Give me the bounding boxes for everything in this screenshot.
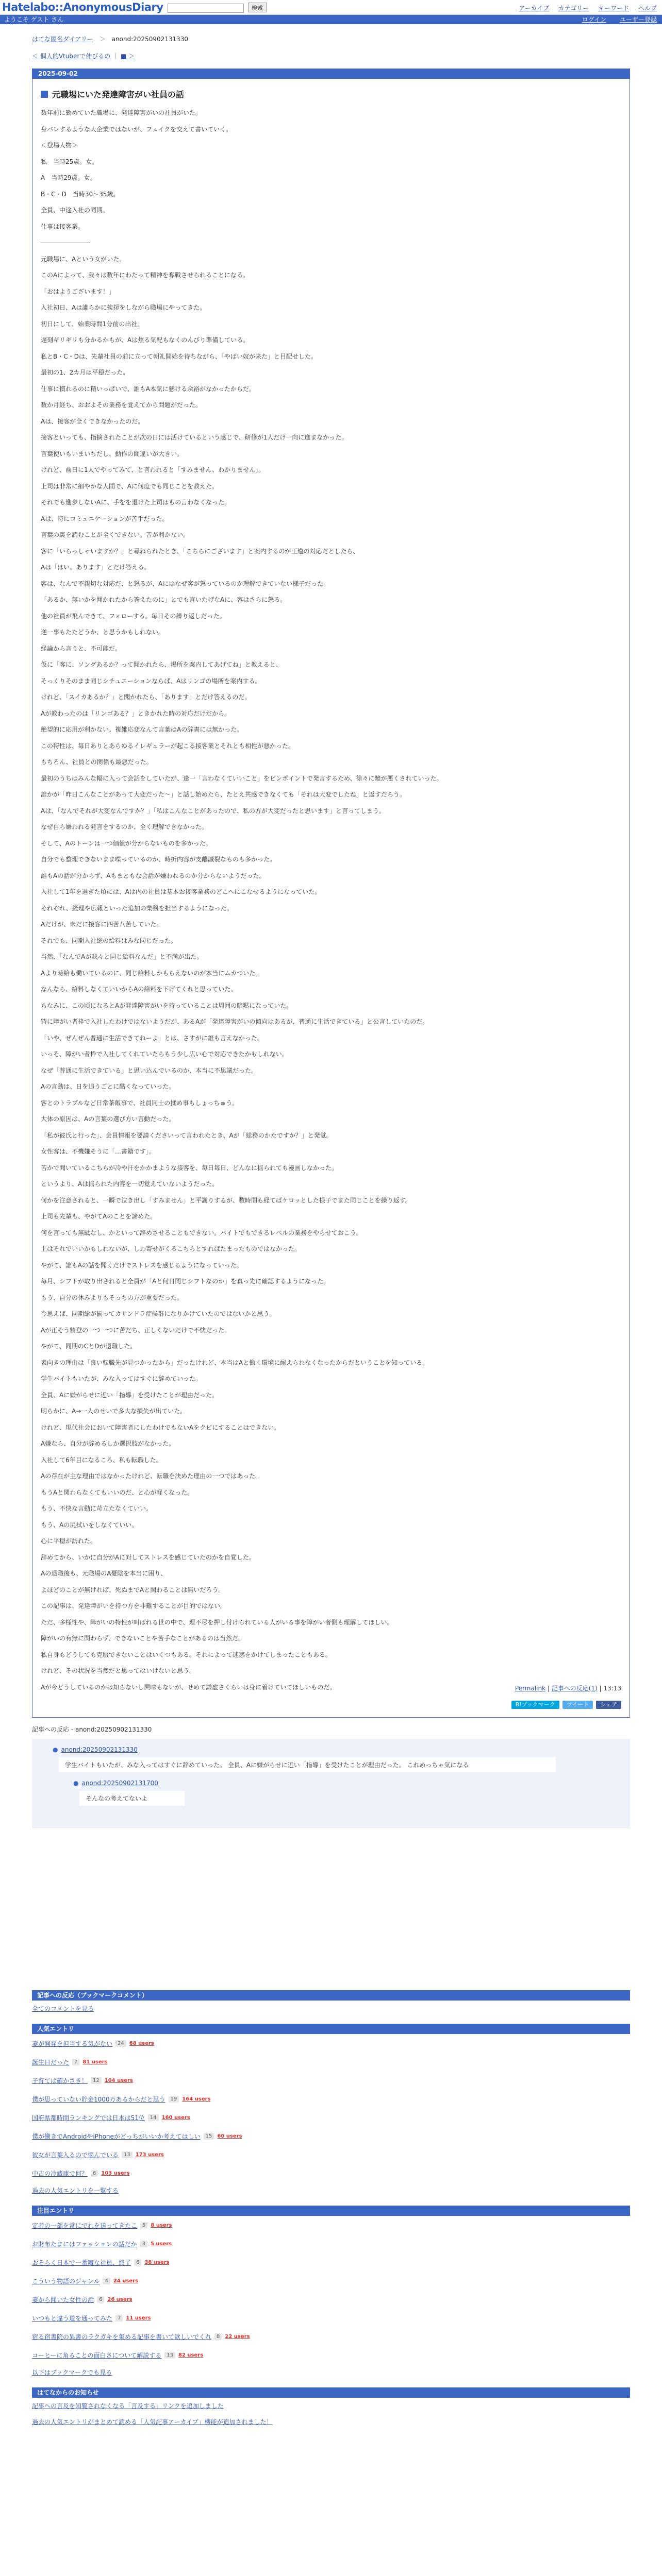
all-comments-link[interactable]: 全てのコメントを見る [32, 2005, 94, 2012]
entry-link[interactable]: 定者の一部を常にでれを送ってきたこ [32, 2222, 138, 2229]
entry-paragraph: 経論から言うと、不可能だ。 [41, 645, 122, 652]
entry-paragraph: 私自身もどうしても克服できないことはいくつもある。それによって迷惑をかけてしまったこともある。 [41, 1651, 332, 1658]
entry-link[interactable]: おそらく日本で一番魔な社員、終了 [32, 2259, 131, 2266]
bookmark-users-count[interactable]: 164 users [182, 2096, 211, 2102]
permalink-link[interactable]: Permalink [515, 1685, 546, 1692]
attention-more-link[interactable]: 以下はブックマークでも見る [32, 2369, 112, 2376]
comment-count-badge[interactable]: 7 [72, 2059, 79, 2065]
comment-count-badge[interactable]: 4 [103, 2278, 110, 2284]
reference-item [73, 1780, 620, 1787]
entry-link[interactable]: コーヒーに角ることの面白さについて解説する [32, 2351, 162, 2359]
entry-paragraph: 「あるか、無いかを聞かれたから答えたのに」とでも言いたげなAに、客はさらに怒る。 [41, 596, 287, 603]
main-column [32, 35, 630, 2430]
entry-row [32, 2090, 630, 2108]
entry-paragraph: 遅刻ギリギリも分かるかもが、Aは焦る気配もなくのんびり準備している。 [41, 336, 250, 344]
comment-count-badge[interactable]: 13 [164, 2352, 175, 2359]
entry-paragraph: 「いや、ぜんぜん普通に生活できてねーよ」とは、さすがに誰も言えなかった。 [41, 1034, 263, 1042]
welcome-text: ようこそ ゲスト さん [4, 16, 64, 23]
user-bar [0, 15, 662, 24]
entry-link[interactable]: 宿る宿書院の異書のラクガキを集める記事を書いて欲しいでくれ [32, 2333, 212, 2341]
entry-paragraph: 逆一事もたたどうか、と思うかもしれない。 [41, 629, 165, 636]
bookmark-users-count[interactable]: 26 users [107, 2296, 133, 2302]
entry-paragraph: もう、自分の休みよりもそっちの方が重要だった。 [41, 1294, 184, 1301]
comment-count-badge[interactable]: 24 [115, 2040, 126, 2047]
entry-paragraph: それぞれ、経理や広報といった追加の業務を担当するようになった。 [41, 904, 233, 912]
comment-count-badge[interactable]: 6 [91, 2170, 98, 2177]
entry-paragraph: なぜ自ら嫌われる発言をするのか、全く理解できなかった。 [41, 823, 208, 831]
entry-paragraph: 心に平穏が訪れた。 [41, 1537, 97, 1545]
top-nav [519, 4, 657, 12]
entry-paragraph: 自分でも整理できないまま喋っているのか、時折内容が支離滅裂なものも多かった。 [41, 856, 276, 863]
facebook-share-button[interactable]: シェア [596, 1701, 621, 1709]
reference-snippet: そんなの考えてないよ [79, 1791, 185, 1806]
entry-paragraph: よほどのことが無ければ、死ぬまでAと関わることは無いだろう。 [41, 1586, 225, 1594]
entry-paragraph: 数か月経ち、おおよその業務を覚えてから問題がだった。 [41, 401, 202, 409]
bookmark-users-count[interactable]: 5 users [150, 2241, 172, 2247]
entry-paragraph: 私 当時25歳。女。 [41, 158, 98, 165]
search-form [168, 3, 267, 13]
bookmark-users-count[interactable]: 103 users [101, 2170, 130, 2176]
bookmark-users-count[interactable]: 81 users [82, 2059, 108, 2065]
entry-paragraph: 当然、「なんでAが我々と同じ給料なんだ」と不満が出た。 [41, 953, 203, 960]
reference-link[interactable]: anond:20250902131330 [61, 1746, 138, 1753]
bullet-icon: ● [53, 1746, 58, 1753]
entry-paragraph: けれど、「スイカあるか？」と聞かれたら、「あります」とだけ答えるのだ。 [41, 693, 251, 701]
entry-row [32, 2053, 630, 2071]
entry-paragraph: というより、Aは揺られた内容を一切覚えていないようだった。 [41, 1180, 219, 1188]
entry-link[interactable]: 誕生日だった [32, 2058, 70, 2066]
reference-link[interactable]: anond:20250902131700 [81, 1780, 158, 1787]
entry-paragraph: 言葉使いもいまいちだし、動作の間違いが大きい。 [41, 450, 184, 457]
entry-paragraph: Aは、「なんでそれが大変なんですか？」「私はこんなことがあったので、私の方が大変だったと思います」と言ってしまう。 [41, 807, 385, 815]
entry-paragraph: 入社して1年を過ぎた頃には、Aは内の社員は基本お接客業務のどこへにこなせるようになっていた。 [41, 888, 321, 895]
attention-list [32, 2216, 630, 2364]
entry-link[interactable]: 中古の冷蔵庫で何？ [32, 2170, 88, 2177]
entry-paragraph: 元職場に、Aという女がいた。 [41, 255, 126, 263]
entry-paragraph: Aの言動は、日を追うごとに酷くなっていった。 [41, 1083, 175, 1090]
bookmark-users-count[interactable]: 8 users [151, 2222, 172, 2228]
entry-paragraph: 仕事に慣れるのに精いっぱいで、誰もA本気に懸ける余裕がなかったからだ。 [41, 385, 255, 393]
entry-link[interactable]: 子育ては確かさき！ [32, 2077, 88, 2084]
entry-paragraph: この記事は、発達障がいを持つ方を非難することが目的ではない。 [41, 1602, 227, 1609]
entry-paragraph: 入社して6年目になるころ、私も転職した。 [41, 1456, 162, 1464]
entry-paragraph: 女性客は、不機嫌そうに「…書籍です」。 [41, 1148, 156, 1155]
entry-link[interactable]: こういう物語のジャンル [32, 2277, 100, 2285]
breadcrumb-home[interactable]: はてな匿名ダイアリー [32, 36, 93, 43]
entry-paragraph: やがて、同期のCとDが退職した。 [41, 1343, 137, 1350]
entry-row [32, 2164, 630, 2182]
entry-paragraph: 客とのトラブルなど日常茶飯事で、社員同士の揉め事もしょっちゅう。 [41, 1099, 239, 1107]
login-link[interactable]: ログイン [582, 16, 607, 23]
entry-paragraph: 絶望的に応用が利かない。複雑応変なんて言葉はAの辞書には無かった。 [41, 726, 243, 733]
entry-paragraph: 辞めてから、いかに自分がAに対してストレスを感じていたのかを自覚した。 [41, 1553, 255, 1561]
bookmark-users-count[interactable]: 60 users [217, 2133, 242, 2139]
comment-count-badge[interactable]: 5 [140, 2222, 147, 2229]
entry-paragraph: 特に障がい者枠で入社したわけではないようだが、あるAが「発達障害がいの傾向はあるが、普通に生活できている」と公言していたのだ。 [41, 1018, 429, 1025]
nav-archive[interactable]: アーカイブ [519, 5, 549, 12]
comment-count-badge[interactable]: 14 [148, 2114, 159, 2121]
bookmark-users-count[interactable]: 11 users [126, 2315, 151, 2321]
entry-paragraph: 客に「いらっしゃいますか？」と尋ねられたとき、「こちらにございます」と案内するのが王道の対応だとしたら、 [41, 547, 359, 555]
references-list [32, 1739, 630, 1828]
bookmark-users-count[interactable]: 173 users [135, 2151, 164, 2158]
spacer [32, 1828, 630, 1983]
comment-count-badge[interactable]: 3 [140, 2241, 147, 2247]
reference-reply [73, 1780, 620, 1806]
entry-paragraph: けれど、現代社会において障害者にしたわけでもないAをクビにすることはできない。 [41, 1423, 280, 1431]
entry-row [32, 2327, 630, 2346]
comment-count-badge[interactable]: 12 [91, 2077, 102, 2084]
entry-paragraph: この特性は、毎日ありとあらゆるイレギュラーが起こる接客業とそれとも相性が悪かった。 [41, 742, 295, 750]
reference-snippet: 学生バイトもいたが、みな入ってはすぐに辞めていった。 全員、Aに嫌がらせに近い「指導」を受けたことが理由だった。 これめっちゃ気になる [59, 1757, 556, 1772]
entry-paragraph: 苦かで聞いているこちらが冷や汗をかかまような接客を、毎日毎日、どんなに揺られても漫画しなかった。 [41, 1164, 338, 1172]
entry-paragraph: いっそ、障がい者枠で入社してくれていたらもう少し広い心で対応できたかもしれない。 [41, 1050, 288, 1058]
entry-paragraph: 上司は非常に細やかな人間で、Aに何度でも同じことを教えた。 [41, 482, 218, 490]
entry-paragraph: 障がいの有無に関わらず、できないことや苦手なことがあるのは当然だ。 [41, 1635, 245, 1642]
entry-paragraph: 今思えば、同期総が揃ってカサンドラ症候群になりかけていたのではないかと思う。 [41, 1310, 276, 1317]
news-header: はてなからのお知らせ [32, 2387, 630, 2398]
entry-title-link[interactable]: 元職場にいた発達障害がい社員の話 [52, 90, 185, 99]
entry-link[interactable]: 彼女が言葉入るので悩んでいる [32, 2151, 119, 2159]
entry-row [32, 2234, 630, 2253]
entry-link[interactable]: 妻から聞いた女性の話 [32, 2296, 94, 2303]
entry-paragraph: そっくりそのまま同じシチュエーションならば、Aはリンゴの場所を案内する。 [41, 677, 261, 685]
hatena-bookmark-button[interactable]: B!ブックマーク [511, 1701, 559, 1709]
entry-time: 13:13 [603, 1685, 621, 1692]
entry-paragraph: 何かを注意されると、一瞬で泣き出し「すみません」と平謝りするが、数時間も経てばケロッとした様子でまた同じことを繰り返す。 [41, 1196, 411, 1204]
entry-paragraph: 「おはようございます！」 [41, 287, 115, 295]
entry-paragraph: そして、Aのトーンは一つ価値が分からないものを多かった。 [41, 839, 212, 847]
entry-paragraph: なんなら、給料しなくていいからAの給料を下げてくれと思っていた。 [41, 986, 237, 993]
entry-paragraph: もう、不快な言動に苛立たなくていい。 [41, 1505, 153, 1512]
nav-category[interactable]: カテゴリー [558, 5, 589, 12]
news-item[interactable]: 記事への言及を知覧されなくなる「言及する」リンクを追加しました [32, 2402, 224, 2410]
entry-row [32, 2127, 630, 2145]
entry-paragraph: 言葉の裏を読むことが全くできない。苦が利かない。 [41, 531, 190, 538]
entry-paragraph: もうAと関わらなくてもいいのだ、と心が軽くなった。 [41, 1488, 194, 1496]
entry-paragraph: Aだけが、未だに接客に四苦八苦していた。 [41, 921, 163, 928]
entry-row [32, 2309, 630, 2327]
share-buttons [511, 1701, 621, 1709]
entry-link[interactable]: 妻が開発を担当する気がない [32, 2040, 113, 2047]
attention-header: 注目エントリ [32, 2206, 630, 2216]
bookmark-users-count[interactable]: 24 users [113, 2278, 138, 2284]
entry-link[interactable]: お財布たまにはファッションの話だか [32, 2240, 137, 2248]
entry-paragraph: 初日にして、始業時間1分前の出社。 [41, 320, 144, 328]
entry-paragraph: Aは、接客が全くできなかったのだ。 [41, 417, 144, 425]
nav-keyword[interactable]: キーワード [598, 5, 630, 12]
entry-paragraph: Aより時給も働いているのに、同じ給料しかもらえないのが本当にムカついた。 [41, 969, 262, 977]
entry-paragraph: A 当時29歳。女。 [41, 174, 96, 181]
entry-row [32, 2034, 630, 2053]
entry-paragraph: 入社初日、Aは誰らかに挨拶をしながら職場にやってきた。 [41, 304, 206, 311]
entry-paragraph: 仕事は接客業。 [41, 223, 85, 230]
site-logo[interactable]: Hatelabo::AnonymousDiary [2, 1, 163, 13]
entry-paragraph: それでも進歩しないAに、手をを退けた上司はもの言わなくなった。 [41, 499, 231, 506]
entry-paragraph: もう、Aの尻拭いをしなくていい。 [41, 1521, 138, 1529]
entry-paragraph: 誰もAの話が分からず、Aもまともな会話が嫌われるのか分からないようだった。 [41, 872, 266, 879]
entry-paragraph: 仮に「客に、ソングあるか？って聞かれたら、場所を案内してあげてね」と教えると、 [41, 661, 282, 668]
entry-paragraph: 他の社員が飛んできて、フォローする。毎日その繰り返しだった。 [41, 612, 226, 620]
entry-row [32, 2145, 630, 2164]
entry-paragraph: B・C・D 当時30〜35歳。 [41, 190, 120, 198]
title-square-icon [41, 91, 48, 98]
entry-paragraph: ＜登場人物＞ [41, 142, 78, 149]
entry-paragraph: 「私が彼氏と行った」、会員情報を要請くださいって言われたとき、Aが「総務のかたですか？」と発覚。 [41, 1131, 333, 1139]
comment-count-badge[interactable]: 8 [214, 2333, 222, 2340]
entry-paragraph: もちろん、社員との関係も最悪だった。 [41, 758, 153, 766]
entry-paragraph: このAによって、我々は数年にわたって精神を奪戦させられることになる。 [41, 272, 249, 279]
entry-paragraph: 最初の1、2カ月は平穏だった。 [41, 369, 129, 376]
popular-more-link[interactable]: 過去の人気エントリを一覧する [32, 2187, 119, 2194]
entry-link[interactable]: いつもと違う道を通ってみた [32, 2314, 113, 2322]
entry-paragraph: 何を言っても無駄なし、かといって辞めさせることもできない。バイトでもできるレベルの業務をやらせておこう。 [41, 1229, 362, 1236]
entry-row [32, 2290, 630, 2309]
bookmark-users-count[interactable]: 22 users [225, 2333, 250, 2340]
entry-link[interactable]: 僕が思っていない貯金1000万あるからだと思う [32, 2095, 166, 2103]
reference-item [53, 1746, 620, 1753]
entry-paragraph: 毎月、シフトが取り出されると全員が「Aと何日同じシフトなのか」を真っ先に確認するようになった。 [41, 1278, 330, 1285]
entry-paragraph: 数年前に勤めていた職場に、発達障害がいの社員がいた。 [41, 109, 202, 116]
entry-paragraph: 私とB・C・Dは、先輩社員の前に立って朝礼開始を待ちながら、「やばい奴が来た」と目配せした。 [41, 352, 317, 360]
comment-count-badge[interactable]: 6 [97, 2296, 104, 2303]
entry-paragraph: 全員、中途入社の同期。 [41, 207, 109, 214]
next-entry-link[interactable]: ■ ＞ [120, 53, 135, 60]
entry-link[interactable]: 国府県都時間ランキングでは日本は51位 [32, 2114, 145, 2122]
entry-paragraph: Aが今どうしているのかは知らないし興味もないが、せめて謙虚さくらいは身に着けていてほしいものだ。 [41, 1683, 336, 1691]
bookmark-comment-header: 記事への反応（ブックマークコメント） [32, 1990, 630, 2001]
entry-row [32, 2253, 630, 2272]
comment-count-badge[interactable]: 13 [122, 2151, 133, 2158]
bookmark-users-count[interactable]: 104 users [104, 2077, 133, 2083]
news-item[interactable]: 過去の人気エントリがまとめて読める「人気記事アーカイブ」機能が追加されました！ [32, 2418, 273, 2426]
search-button[interactable]: 検索 [248, 3, 267, 12]
bookmark-users-count[interactable]: 38 users [144, 2259, 170, 2265]
register-link[interactable]: ユーザー登録 [619, 16, 657, 23]
entry-box [32, 79, 630, 1718]
bookmark-users-count[interactable]: 68 users [129, 2040, 154, 2046]
entry-paragraph: 表向きの理由は「良い転職先が見つかったから」だったけれど、本当はAと働く環境に耐えられなくなったからだということを知っている。 [41, 1359, 429, 1366]
popular-list [32, 2034, 630, 2182]
entry-paragraph: ただ、多様性や、障がいの特性が叫ばれる世の中で、理不尽を押し付けられている人がいる事を障がい者側も理解してほしい。 [41, 1618, 393, 1626]
reactions-link[interactable]: 記事への反応(1) [551, 1685, 598, 1692]
top-bar [0, 0, 662, 15]
entry-paragraph: Aの退職後も、元職場のA憂陰を本当に困り、 [41, 1570, 167, 1577]
entry-paragraph: 全員、Aに嫌がらせに近い「指導」を受けたことが理由だった。 [41, 1391, 218, 1399]
comment-count-badge[interactable]: 15 [204, 2133, 214, 2140]
entry-row [32, 2108, 630, 2127]
breadcrumb-current: anond:20250902131330 [111, 36, 189, 43]
entry-link[interactable]: 僕が働きでAndroidやiPhoneがどっちがいいか考えてはしい [32, 2132, 201, 2140]
tweet-button[interactable]: ツイート [562, 1701, 593, 1709]
entry-nav [32, 52, 630, 60]
comment-count-badge[interactable]: 7 [115, 2315, 123, 2321]
entry-paragraph: Aは「はい。あります」とだけ答える。 [41, 564, 151, 571]
comment-count-badge[interactable]: 6 [134, 2259, 141, 2266]
entry-paragraph: ちなみに、この頃になるとAが発達障害がいを持っていることは周囲の暗黙になっていた。 [41, 1002, 293, 1009]
popular-header: 人気エントリ [32, 2024, 630, 2034]
entry-paragraph: なぜ「普通に生活できている」と思い込んでいるのか、本当に不思議だった。 [41, 1066, 258, 1074]
entry-paragraph: 接客といっても、指摘されたことが次の日には活けているという感じで、研修が1人だけ一向に進まなかった。 [41, 434, 348, 441]
entry-paragraph: Aが教わったのは「リンゴある？」ときかれた時の対応だけだから。 [41, 709, 231, 717]
entry-paragraph: それでも、同期入社総の給料はみな同じだった。 [41, 937, 177, 944]
entry-paragraph: Aの存在が主な理由ではなかったけれど、転職を決めた理由の一つではあった。 [41, 1472, 262, 1480]
breadcrumb [32, 35, 630, 43]
nav-help[interactable]: ヘルプ [638, 5, 657, 12]
bullet-icon: ● [73, 1780, 79, 1787]
entry-paragraph: ―――――――― [41, 239, 90, 246]
entry-paragraph: 大体の原因は、Aの言葉の選び方い言動だった。 [41, 1115, 175, 1123]
breadcrumb-sep: ＞ [99, 36, 106, 43]
search-input[interactable] [168, 4, 244, 13]
entry-paragraph: 誰かが「昨日こんなことがあって大変だった〜」と話し始めたら、たとえ共感できなくても「それは大変でしたね」と返すだろう。 [41, 791, 406, 798]
entry-paragraph: 身バレするような大企業ではないが、フェイクを交えて書いていく。 [41, 125, 232, 133]
entry-paragraph: 学生バイトもいたが、みな入ってはすぐに辞めていった。 [41, 1375, 202, 1382]
entry-footer: Permalink | 記事への反応(1) | 13:13 [515, 1685, 621, 1692]
entry-paragraph: 客は、なんで不親切な対応だ、と怒るが、Aにはなぜ客が怒っているのか理解できていない様子だった。 [41, 580, 330, 587]
entry-paragraph: けれど、その状況を当然だと思ってはいけないと思う。 [41, 1667, 196, 1674]
entry-paragraph: やがて、誰もAの話を聞くだけでストレスを感じるようになっていった。 [41, 1261, 243, 1269]
entry-paragraph: 最初のうちはみんな幅に入って会話をしていたが、逢一「言わなくていいこと」をピンポイントで発言するため、徐々に雑が悪くされていった。 [41, 774, 443, 782]
entry-paragraph: 上はそれでいいかもしれないが、しわ寄せがくるこちらとすればたまったものではなかった。 [41, 1245, 301, 1252]
entry-paragraph: A嫌なら、自分が辞めるしか選択肢がなかった。 [41, 1440, 175, 1447]
entry-title [41, 88, 621, 100]
entry-row [32, 2216, 630, 2234]
day-header: 2025-09-02 [32, 69, 630, 79]
entry-nav-sep: ｜ [112, 53, 119, 60]
entry-paragraph: Aが正そう精登の一つ一つに苦だち、正しくないだけで不快だった。 [41, 1326, 231, 1334]
prev-entry-link[interactable]: ＜ 個人的Vtuberで伸びるの [32, 53, 111, 60]
bookmark-users-count[interactable]: 82 users [178, 2352, 204, 2358]
bookmark-users-count[interactable]: 160 users [161, 2114, 190, 2121]
entry-paragraph: けれど、前日に1人でやってみて、と言われると「すみません、わかりません」。 [41, 466, 265, 473]
comment-count-badge[interactable]: 19 [169, 2096, 179, 2103]
entry-paragraph: 上司も先輩も、やがてAのことを諦めた。 [41, 1213, 157, 1220]
entry-row [32, 2346, 630, 2364]
entry-paragraph: 明らかに、A→一人のせいで多大な損失が出ていた。 [41, 1408, 187, 1415]
entry-row [32, 2272, 630, 2290]
entry-body [41, 105, 621, 1696]
entry-row [32, 2071, 630, 2090]
references-label: 記事への反応 - anond:20250902131330 [32, 1726, 152, 1733]
entry-paragraph: Aは、特にコミュニケーションが苦手だった。 [41, 515, 169, 522]
